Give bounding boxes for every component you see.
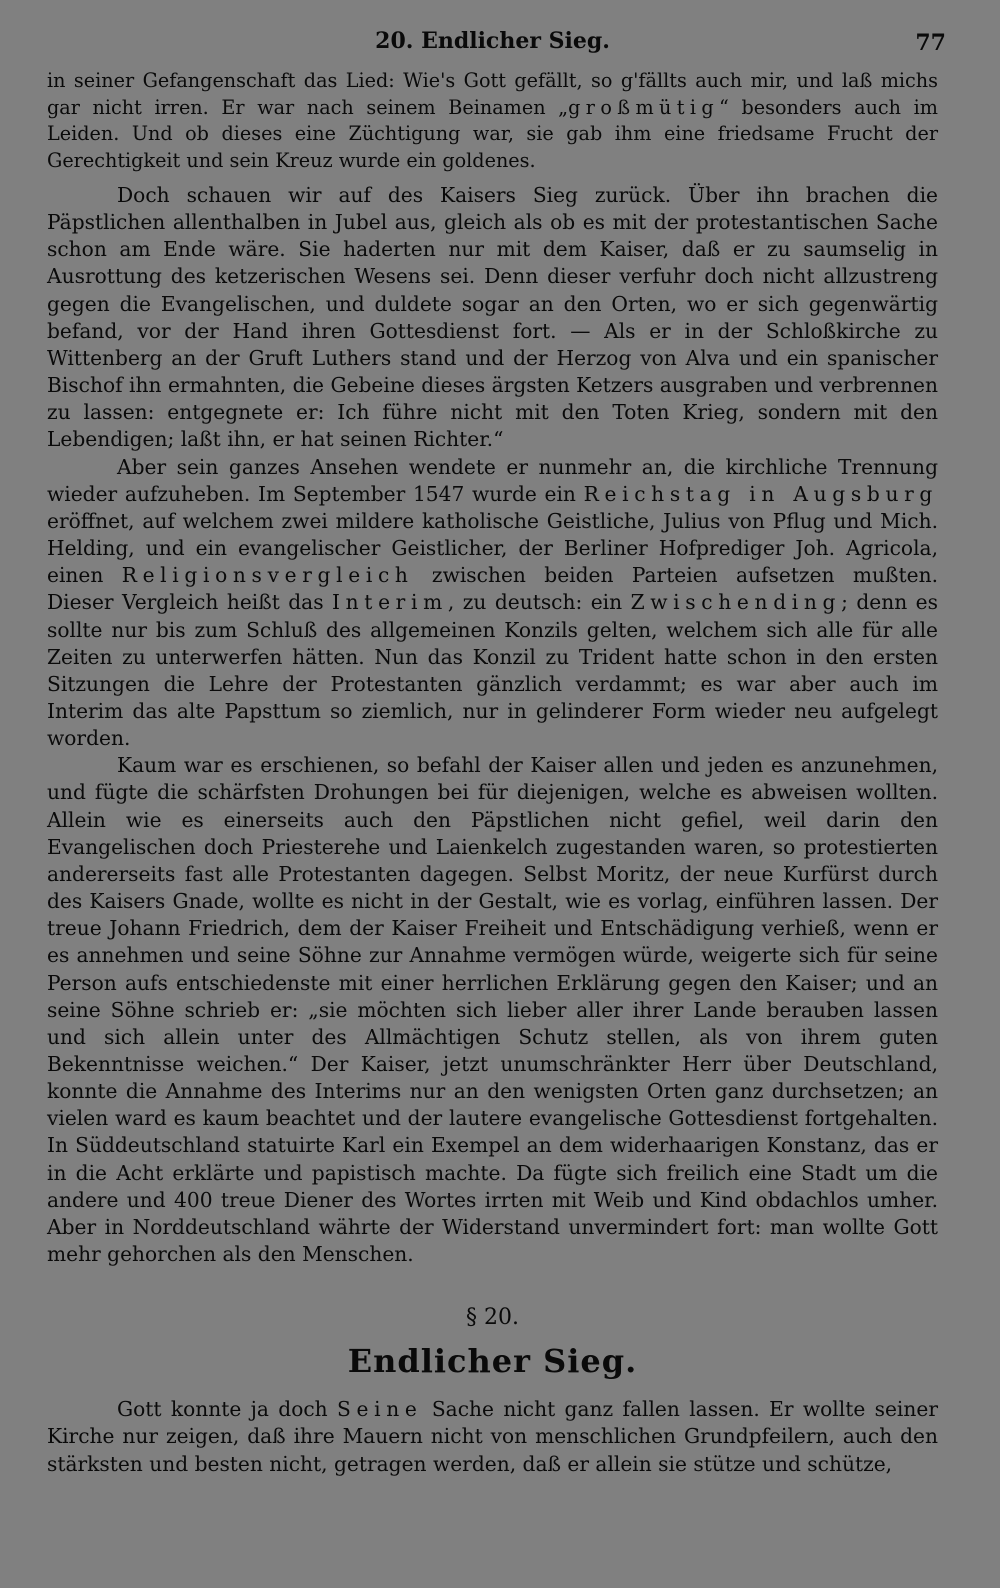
text-run: Gott konnte ja doch [117,1397,338,1422]
section-title: Endlicher Sieg. [347,1342,638,1381]
text-run: , zu deutsch: ein [447,590,631,615]
running-title: 20. Endlicher Sieg. [375,28,610,54]
text-run: in seiner Gefangenschaft das Lied: Wie's Gott gefällt, so g'fällts auch mir, und laß michs gar nicht irren. Er war nach seinem Beinamen „ [47,69,938,119]
text-run: eröffnet, auf welchem zwei mildere katholische Geistliche, Julius von Pflug und Mich. Helding, und ein evangelischer Geistlicher, der Berliner Hofprediger Joh. Agricola, einen [47,508,938,588]
text-run: ; denn es sollte nur bis zum Schluß des allgemeinen Konzils gelten, welchem sich alle für alle Zeiten zu unterwerfen hätten. Nun das Konzil zu Trident hatte schon in den ersten Sitzungen die Lehre der Protestanten gänzlich verdammt; es war aber auch im Interim das alte Papsttum so ziemlich, nur in gelinderer Form wieder neu aufgelegt worden. [47,590,938,751]
paragraph: Kaum war es erschienen, so befahl der Kaiser allen und jeden es anzunehmen, und fügte die schärfsten Drohungen bei für diejenigen, welche es abweisen wollten. Allein wie es einerseits auch den Päpstlichen nicht gefiel, weil darin den Evangelischen doch Priesterehe und Laienkelch zugestanden waren, so protestierten andererseits fast alle Protestanten dagegen. Selbst Moritz, der neue Kurfürst durch des Kaisers Gnade, wollte es nicht in der Gestalt, wie es vorlag, einführen lassen. Der treue Johann Friedrich, dem der Kaiser Freiheit und Entschädigung verhieß, wenn er es annehmen und seine Söhne zur Annahme vermögen würde, weigerte sich für seine Person aufs entschiedenste mit einer herrlichen Erklärung gegen den Kaiser; und an seine Söhne schrieb er: „sie möchten sich lieber aller ihrer Lande berauben lassen und sich allein unter des Allmächtigen Schutz stellen, als von ihrem guten Bekenntnisse weichen.“ Der Kaiser, jetzt unumschränkter Herr über Deutschland, konnte die Annahme des Interims nur an den wenigsten Orten ganz durchsetzen; an vielen ward es kaum beachtet und der lautere evangelische Gottesdienst fortgehalten. In Süddeutschland statuirte Karl ein Exempel an dem widerhaarigen Konstanz, das er in die Acht erklärte und papistisch machte. Da fügte sich freilich eine Stadt um die andere und 400 treue Diener des Wortes irrten mit Weib und Kind obdachlos umher. Aber in Norddeutschland währte der Widerstand unvermindert fort: man wollte Gott mehr gehorchen als den Menschen. [47,753,938,1267]
text-run: zwischen beiden Parteien aufsetzen mußten. Dieser Vergleich heißt das [47,563,938,615]
page-number: 77 [915,30,946,56]
emphasis-spaced: Reichstag in Augsburg [583,481,938,506]
emphasis-spaced: Seine [337,1397,423,1422]
paragraph: Doch schauen wir auf des Kaisers Sieg zurück. Über ihn brachen die Päpstlichen allenthalben in Jubel aus, gleich als ob es mit der protestantischen Sache schon am Ende wäre. Sie haderten nur mit dem Kaiser, daß er zu saumselig in Ausrottung des ketzerischen Wesens sei. Denn dieser verfuhr doch nicht allzustreng gegen die Evangelischen, und duldete sogar an den Orten, wo er sich gegenwärtig befand, vor der Hand ihren Gottesdienst fort. — Als er in der Schloßkirche zu Wittenberg an der Gruft Luthers stand und der Herzog von Alva und ein spanischer Bischof ihn ermahnten, die Gebeine dieses ärgsten Ketzers ausgraben und verbrennen zu lassen: entgegnete er: Ich führe nicht mit den Toten Krieg, sondern mit den Lebendigen; laßt ihn, er hat seinen Richter.“ [47,183,938,452]
emphasis-spaced: Religionsvergleich [121,563,414,588]
emphasis-spaced: großmütig [568,95,720,119]
paragraph [47,1396,938,1477]
section-number: § 20. [466,1305,519,1331]
text-run: “ besonders auch im Leiden. Und ob dieses eine Züchtigung war, sie gab ihm eine friedsame Frucht der Gerechtigkeit und sein Kreuz wurde ein goldenes. [47,95,938,172]
text-run: Sache nicht ganz fallen lassen. Er wollte seiner Kirche nur zeigen, daß ihre Mauern nicht von menschlichen Grundpfeilern, auch den stärksten und besten nicht, getragen werden, daß er allein sie stütze und schütze, [47,1397,938,1476]
paragraph-continuation [47,68,938,174]
emphasis-spaced: Zwischending [630,590,842,615]
text-run: Aber sein ganzes Ansehen wendete er nunmehr an, die kirchliche Trennung wieder aufzuheben. Im September 1547 wurde ein [47,454,938,506]
running-head [47,22,946,68]
body-text [47,68,938,1478]
emphasis-spaced: Interim [332,590,448,615]
paragraph [47,454,938,753]
